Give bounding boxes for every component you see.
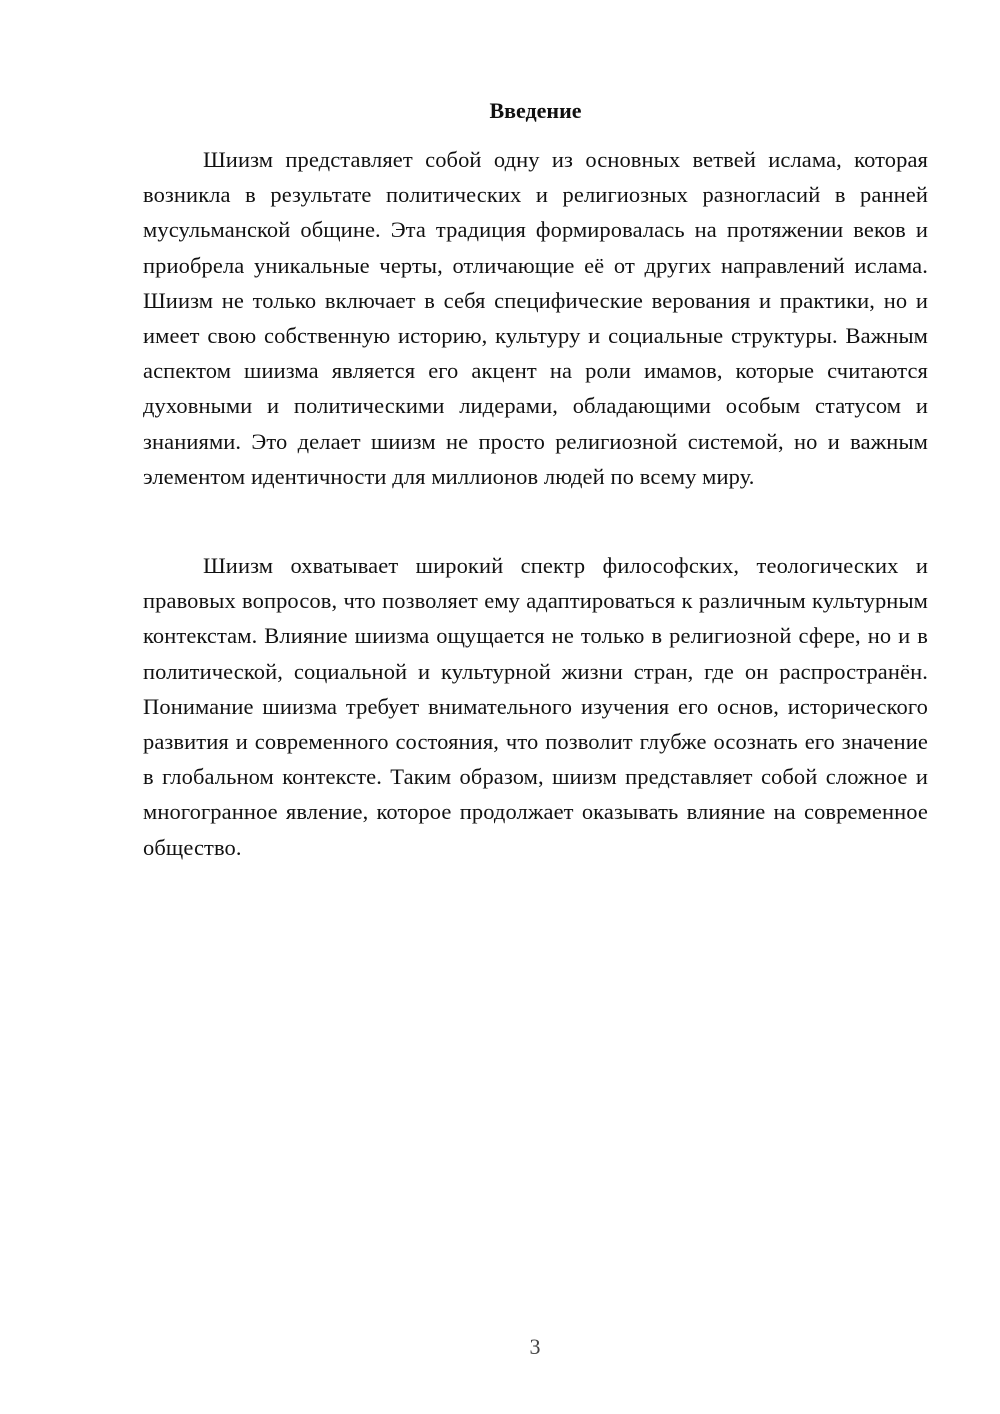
paragraph-1: Шиизм представляет собой одну из основных ветвей ислама, которая возникла в результате политических и религиозных разногласий в ранней мусульманской общине. Эта традиция формировалась на протяжении веков и приобрела уникальные черты, отличающие её от других направлений ислама. Шиизм не только включает в себя специфические верования и практики, но и имеет свою собственную историю, культуру и социальные структуры. Важным аспектом шиизма является его акцент на роли имамов, которые считаются духовными и политическими лидерами, обладающими особым статусом и знаниями. Это делает шиизм не просто религиозной системой, но и важным элементом идентичности для миллионов людей по всему миру.: [143, 147, 928, 489]
section-heading: Введение: [489, 98, 582, 123]
paragraph-2: Шиизм охватывает широкий спектр философских, теологических и правовых вопросов, что позволяет ему адаптироваться к различным культурным контекстам. Влияние шиизма ощущается не только в религиозной сфере, но и в политической, социальной и культурной жизни стран, где он распространён. Понимание шиизма требует внимательного изучения его основ, исторического развития и современного состояния, что позволит глубже осознать его значение в глобальном контексте. Таким образом, шиизм представляет собой сложное и многогранное явление, которое продолжает оказывать влияние на современное общество.: [143, 553, 928, 860]
page-number: 3: [529, 1334, 541, 1359]
